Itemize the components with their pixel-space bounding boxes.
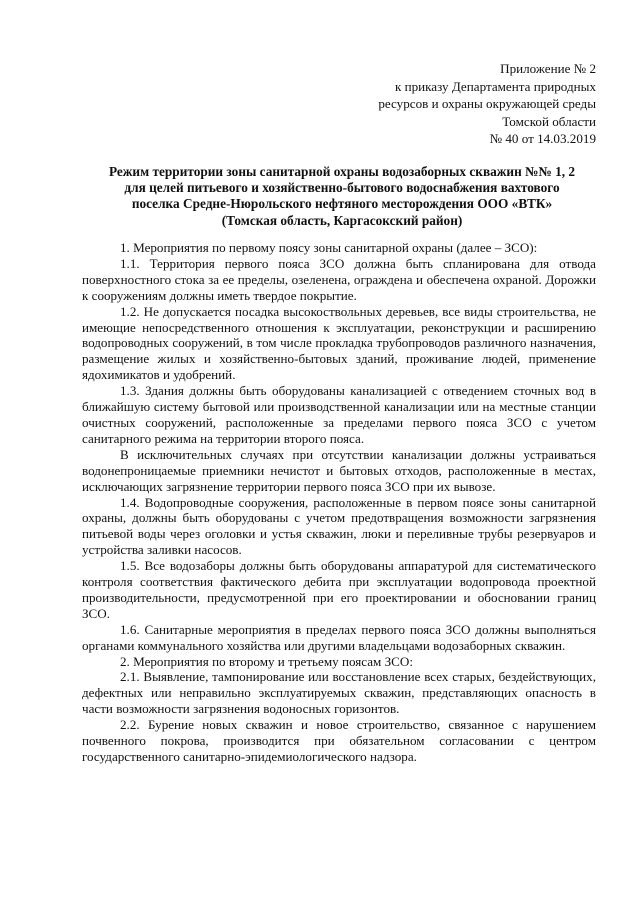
title-line: (Томская область, Каргасокский район) bbox=[221, 212, 463, 228]
paragraph: 1.4. Водопроводные сооружения, расположенные в первом поясе зоны санитарной охраны, должны быть оборудованы с учетом предотвращения возможности загрязнения питьевой воды через оголовки и устья скважин, люки и переливные трубы резервуаров и устройства заливки насосов. bbox=[82, 494, 596, 558]
paragraph: 1.3. Здания должны быть оборудованы канализацией с отведением сточных вод в ближайшую систему бытовой или производственной канализации или на местные станции очистных сооружений, расположенные за пределами первого пояса ЗСО с учетом санитарного режима на территории второго пояса. bbox=[82, 383, 596, 446]
title-line: поселка Средне-Нюрольского нефтяного месторождения ООО «ВТК» bbox=[131, 196, 553, 212]
title-line: для целей питьевого и хозяйственно-бытового водоснабжения вахтового bbox=[124, 180, 560, 196]
title-line: Режим территории зоны санитарной охраны водозаборных скважин №№ 1, 2 bbox=[108, 164, 576, 179]
paragraph: 1.2. Не допускается посадка высокоствольных деревьев, все виды строительства, не имеющие непосредственного отношения к эксплуатации, реконструкции и расширению водопроводных сооружений, в том числе прокладка трубопроводов различного назначения, размещение жилых и хозяйственно-бытовых зданий, проживание людей, применение ядохимикатов и удобрений. bbox=[82, 303, 596, 383]
paragraph: В исключительных случаях при отсутствии канализации должны устраиваться водонепроницаемые приемники нечистот и бытовых отходов, расположенные в местах, исключающих загрязнение территории первого пояса ЗСО при их вывозе. bbox=[82, 446, 596, 494]
annex-line: № 40 от 14.03.2019 bbox=[489, 131, 596, 147]
document-body bbox=[82, 240, 596, 765]
paragraph: 1.5. Все водозаборы должны быть оборудованы аппаратурой для систематического контроля соответствия фактического дебита при эксплуатации водопровода проектной производительности, предусмотренной при его проектировании и обосновании границ ЗСО. bbox=[82, 558, 596, 621]
paragraph: 1.6. Санитарные мероприятия в пределах первого пояса ЗСО должны выполняться органами коммунального хозяйства или другими владельцами водозаборных скважин. bbox=[82, 621, 596, 653]
paragraph: 1.1. Территория первого пояса ЗСО должна быть спланирована для отвода поверхностного стока за ее пределы, озеленена, ограждена и обеспечена охраной. Дорожки к сооружениям должны иметь твердое покрытие. bbox=[82, 255, 596, 303]
paragraph: 2.1. Выявление, тампонирование или восстановление всех старых, бездействующих, дефектных или неправильно эксплуатируемых скважин, представляющих опасность в части возможности загрязнения водоносных горизонтов. bbox=[82, 669, 596, 717]
paragraph: 2. Мероприятия по второму и третьему поясам ЗСО: bbox=[120, 653, 413, 669]
annex-line: Томской области bbox=[502, 113, 596, 129]
paragraph: 2.2. Бурение новых скважин и новое строительство, связанное с нарушением почвенного покрова, производится при обязательном согласовании с центром государственного санитарно-эпидемиологического надзора. bbox=[82, 717, 596, 764]
annex-block bbox=[378, 60, 596, 148]
document-title bbox=[82, 164, 602, 229]
annex-line: Приложение № 2 bbox=[500, 61, 596, 76]
annex-line: к приказу Департамента природных bbox=[394, 78, 596, 94]
paragraph: 1. Мероприятия по первому поясу зоны санитарной охраны (далее – ЗСО): bbox=[120, 240, 538, 255]
annex-line: ресурсов и охраны окружающей среды bbox=[378, 96, 596, 112]
